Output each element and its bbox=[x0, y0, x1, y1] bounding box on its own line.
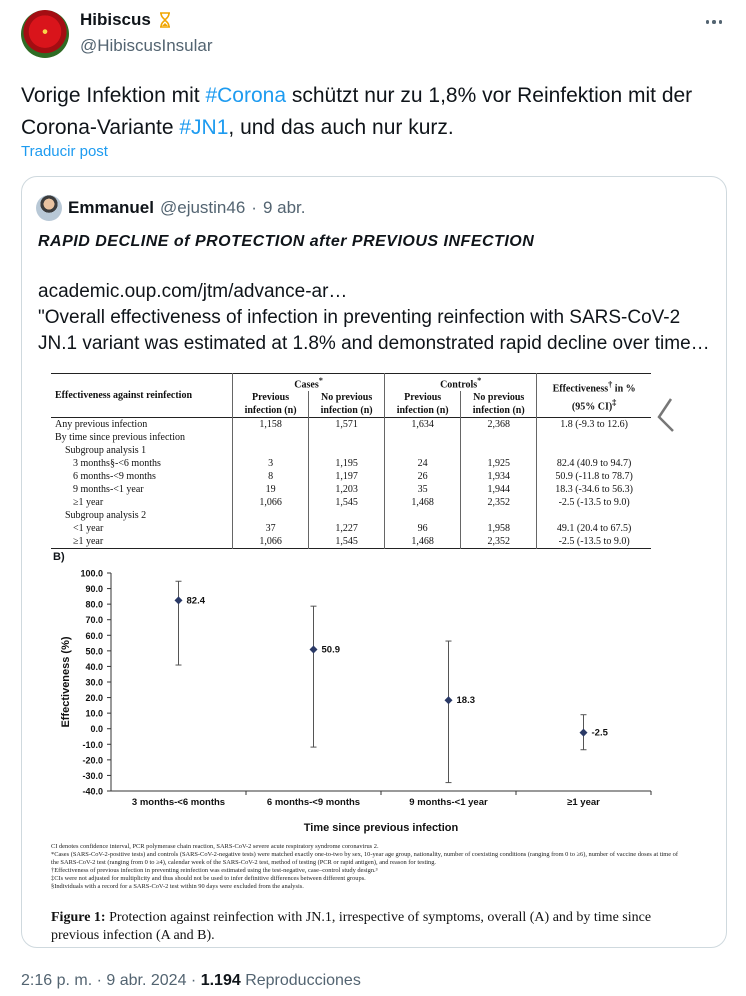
data-point bbox=[445, 696, 453, 704]
table-cell: 1,203 bbox=[309, 483, 385, 496]
tweet-text-part: schützt nur zu 1,8% vor Reinfektion mit der Corona-Variante bbox=[21, 84, 693, 139]
quoted-author-name: Emmanuel bbox=[68, 198, 154, 217]
stamp-mark-icon bbox=[651, 395, 681, 435]
table-header: Cases* bbox=[233, 374, 385, 392]
table-cell: 19 bbox=[233, 483, 309, 496]
footnote: CI denotes confidence interval, PCR polymerase chain reaction, SARS-CoV-2 severe acute respiratory syndrome coronavirus 2. bbox=[51, 843, 379, 850]
hourglass-badge-icon bbox=[156, 11, 174, 29]
table-cell: ≥1 year bbox=[51, 496, 233, 509]
post-date[interactable]: 9 abr. 2024 bbox=[106, 972, 187, 989]
view-count: 1.194 bbox=[200, 972, 241, 989]
tweet-text-part: Vorige Infektion mit bbox=[21, 84, 206, 107]
table-cell: 2,368 bbox=[461, 418, 537, 432]
table-cell: 1,934 bbox=[461, 470, 537, 483]
table-cell bbox=[309, 444, 385, 457]
separator-dot: · bbox=[96, 972, 102, 989]
table-cell: 2,352 bbox=[461, 535, 537, 549]
table-cell bbox=[537, 431, 651, 444]
table-cell bbox=[461, 444, 537, 457]
table-cell: Subgroup analysis 2 bbox=[51, 509, 233, 522]
views-label: Reproducciones bbox=[245, 972, 361, 989]
footnote: ‡CIs were not adjusted for multiplicity and thus should not be used to infer definitive differences between different groups. bbox=[51, 875, 366, 882]
table-cell bbox=[385, 431, 461, 444]
table-cell: 50.9 (-11.8 to 78.7) bbox=[555, 471, 633, 483]
quoted-post-link: academic.oup.com/jtm/advance-ar… bbox=[38, 281, 348, 302]
tweet-text-part: , und das auch nur kurz. bbox=[228, 116, 454, 139]
author-handle[interactable]: @HibiscusInsular bbox=[80, 36, 213, 55]
table-cell: 1,944 bbox=[461, 483, 537, 496]
table-row bbox=[51, 418, 651, 432]
figure-caption-label: Figure 1: bbox=[51, 910, 106, 925]
table-cell bbox=[309, 431, 385, 444]
table-cell: 1,925 bbox=[461, 457, 537, 470]
y-tick-label: -30.0 bbox=[82, 770, 103, 781]
y-tick-label: 50.0 bbox=[85, 646, 103, 657]
table-header: Effectiveness† in % (95% CI)‡ bbox=[552, 380, 636, 412]
y-axis-label: Effectiveness (%) bbox=[60, 636, 72, 728]
table-cell: 18.3 (-34.6 to 56.3) bbox=[555, 484, 633, 496]
x-tick-label: ≥1 year bbox=[567, 797, 600, 808]
table-cell: 3 months§-<6 months bbox=[51, 457, 233, 470]
data-label: 82.4 bbox=[186, 595, 205, 607]
table-cell: ≥1 year bbox=[51, 535, 233, 549]
table-cell: 1,066 bbox=[233, 535, 309, 549]
table-row bbox=[51, 522, 651, 535]
quoted-post-date: 9 abr. bbox=[262, 198, 306, 217]
author-display-name[interactable]: Hibiscus bbox=[80, 10, 151, 29]
table-cell: 1,197 bbox=[309, 470, 385, 483]
quoted-post-title: RAPID DECLINE of PROTECTION after PREVIOUS INFECTION bbox=[38, 233, 535, 250]
table-cell: 35 bbox=[385, 483, 461, 496]
y-tick-label: 60.0 bbox=[85, 630, 103, 641]
chart-svg bbox=[51, 551, 671, 837]
table-row bbox=[51, 457, 651, 470]
table-cell bbox=[537, 509, 651, 522]
more-horizontal-icon[interactable] bbox=[702, 12, 726, 32]
y-tick-label: 10.0 bbox=[85, 708, 103, 719]
table-header: Effectiveness against reinfection bbox=[51, 374, 233, 418]
table-row bbox=[51, 509, 651, 522]
table-cell: 24 bbox=[385, 457, 461, 470]
hashtag-jn1-link[interactable]: #JN1 bbox=[179, 116, 229, 139]
table-cell: 1,545 bbox=[309, 535, 385, 549]
x-tick-label: 9 months-<1 year bbox=[409, 797, 488, 808]
quoted-post-body bbox=[38, 279, 718, 357]
table-cell: 6 months-<9 months bbox=[51, 470, 233, 483]
table-cell bbox=[309, 509, 385, 522]
footnote: §Individuals with a record for a SARS-CoV-2 test within 90 days were excluded from the analysis. bbox=[51, 883, 304, 890]
table-cell: <1 year bbox=[51, 522, 233, 535]
separator-dot: · bbox=[190, 972, 197, 989]
y-tick-label: 80.0 bbox=[85, 599, 103, 610]
y-tick-label: 0.0 bbox=[90, 724, 103, 735]
table-header: Previous infection (n) bbox=[233, 391, 309, 418]
table-cell bbox=[385, 509, 461, 522]
table-cell: 8 bbox=[233, 470, 309, 483]
x-tick-label: 3 months-<6 months bbox=[131, 797, 226, 808]
table-header: Previous infection (n) bbox=[385, 391, 461, 418]
table-cell: 2,352 bbox=[461, 496, 537, 509]
table-cell: 1,227 bbox=[309, 522, 385, 535]
data-point bbox=[310, 645, 318, 653]
footnote: †Effectiveness of previous infection in preventing reinfection was estimated using the test-negative, case–control study design.³ bbox=[51, 867, 378, 874]
table-header: No previous infection (n) bbox=[309, 391, 385, 418]
results-table bbox=[51, 373, 651, 549]
table-cell: 1,066 bbox=[233, 496, 309, 509]
table-row bbox=[51, 496, 651, 509]
y-tick-label: -20.0 bbox=[82, 755, 103, 766]
data-label: 50.9 bbox=[321, 644, 340, 656]
table-cell: 1.8 (-9.3 to 12.6) bbox=[560, 419, 628, 431]
table-cell: 1,468 bbox=[385, 535, 461, 549]
table-row bbox=[51, 444, 651, 457]
post-metadata bbox=[21, 972, 361, 990]
y-tick-label: 70.0 bbox=[85, 615, 103, 626]
table-header: No previous infection (n) bbox=[461, 391, 537, 418]
table-cell bbox=[233, 444, 309, 457]
quoted-post-card[interactable] bbox=[21, 176, 727, 948]
table-cell: 49.1 (20.4 to 67.5) bbox=[556, 523, 632, 535]
table-cell bbox=[233, 509, 309, 522]
table-cell: 1,468 bbox=[385, 496, 461, 509]
figure-caption-text: Protection against reinfection with JN.1, irrespective of symptoms, overall (A) and by time since previous infection (A and B). bbox=[51, 910, 652, 943]
quoted-author-avatar bbox=[36, 195, 62, 221]
table-cell: -2.5 (-13.5 to 9.0) bbox=[558, 536, 630, 548]
table-cell: 82.4 (40.9 to 94.7) bbox=[556, 458, 632, 470]
chart-panel-label: B) bbox=[53, 551, 65, 563]
author-avatar[interactable] bbox=[21, 10, 69, 58]
table-row bbox=[51, 470, 651, 483]
effectiveness-chart bbox=[51, 551, 671, 837]
data-point bbox=[580, 729, 588, 737]
table-header: Controls* bbox=[385, 374, 537, 392]
table-cell: 1,545 bbox=[309, 496, 385, 509]
tweet-text bbox=[21, 80, 721, 144]
table-row bbox=[51, 431, 651, 444]
x-tick-label: 6 months-<9 months bbox=[266, 797, 361, 808]
table-cell: 9 months-<1 year bbox=[51, 483, 233, 496]
figure-caption bbox=[51, 909, 681, 945]
quoted-post-text: "Overall effectiveness of infection in preventing reinfection with SARS-CoV-2 JN.1 variant was estimated at 1.8% and demonstrated rapid decline over time… bbox=[38, 307, 710, 354]
y-tick-label: 40.0 bbox=[85, 661, 103, 672]
y-tick-label: 30.0 bbox=[85, 677, 103, 688]
translate-post-link[interactable]: Traducir post bbox=[21, 143, 108, 160]
author-name-row bbox=[80, 10, 174, 30]
table-cell: 1,158 bbox=[233, 418, 309, 432]
y-tick-label: -40.0 bbox=[82, 786, 103, 797]
table-cell: 96 bbox=[385, 522, 461, 535]
table-cell: Subgroup analysis 1 bbox=[51, 444, 233, 457]
footnote: *Cases (SARS-CoV-2-positive tests) and controls (SARS-CoV-2-negative tests) were matched exactly one-to-two by sex, 10-year age group, nationality, number of coexisting conditions (ranging from 0 to ≥6), number of vaccine doses at time of the SARS-CoV-2 test (ranging from 0 to ≥4), calendar week of the SARS-CoV-2 test, method of testing (PCR or rapid antigen), and reason for testing. bbox=[51, 851, 678, 866]
x-axis-label: Time since previous infection bbox=[303, 822, 459, 834]
table-cell: 1,634 bbox=[385, 418, 461, 432]
y-tick-label: 20.0 bbox=[85, 693, 103, 704]
table-cell: 1,958 bbox=[461, 522, 537, 535]
post-time[interactable]: 2:16 p. m. bbox=[21, 972, 93, 989]
table-cell: 1,195 bbox=[309, 457, 385, 470]
table-cell: By time since previous infection bbox=[51, 431, 233, 444]
table-cell: 3 bbox=[233, 457, 309, 470]
attached-figure-image bbox=[51, 373, 691, 948]
data-label: 18.3 bbox=[456, 695, 475, 707]
quoted-post-header bbox=[36, 195, 306, 221]
table-row bbox=[51, 535, 651, 549]
table-cell: -2.5 (-13.5 to 9.0) bbox=[558, 497, 630, 509]
hashtag-corona-link[interactable]: #Corona bbox=[205, 84, 286, 107]
table-cell bbox=[461, 431, 537, 444]
y-tick-label: 90.0 bbox=[85, 584, 103, 595]
figure-footnotes bbox=[51, 843, 681, 891]
table-cell: 1,571 bbox=[309, 418, 385, 432]
table-cell bbox=[537, 444, 651, 457]
table-cell bbox=[461, 509, 537, 522]
separator-dot: · bbox=[251, 198, 257, 217]
table-cell: 37 bbox=[233, 522, 309, 535]
y-tick-label: -10.0 bbox=[82, 739, 103, 750]
table-row bbox=[51, 483, 651, 496]
quoted-author-handle: @ejustin46 bbox=[159, 198, 246, 217]
table-cell bbox=[385, 444, 461, 457]
table-cell: Any previous infection bbox=[51, 418, 233, 432]
table-cell: 26 bbox=[385, 470, 461, 483]
y-tick-label: 100.0 bbox=[80, 568, 103, 579]
data-label: -2.5 bbox=[591, 727, 608, 739]
data-point bbox=[175, 596, 183, 604]
table-cell bbox=[233, 431, 309, 444]
